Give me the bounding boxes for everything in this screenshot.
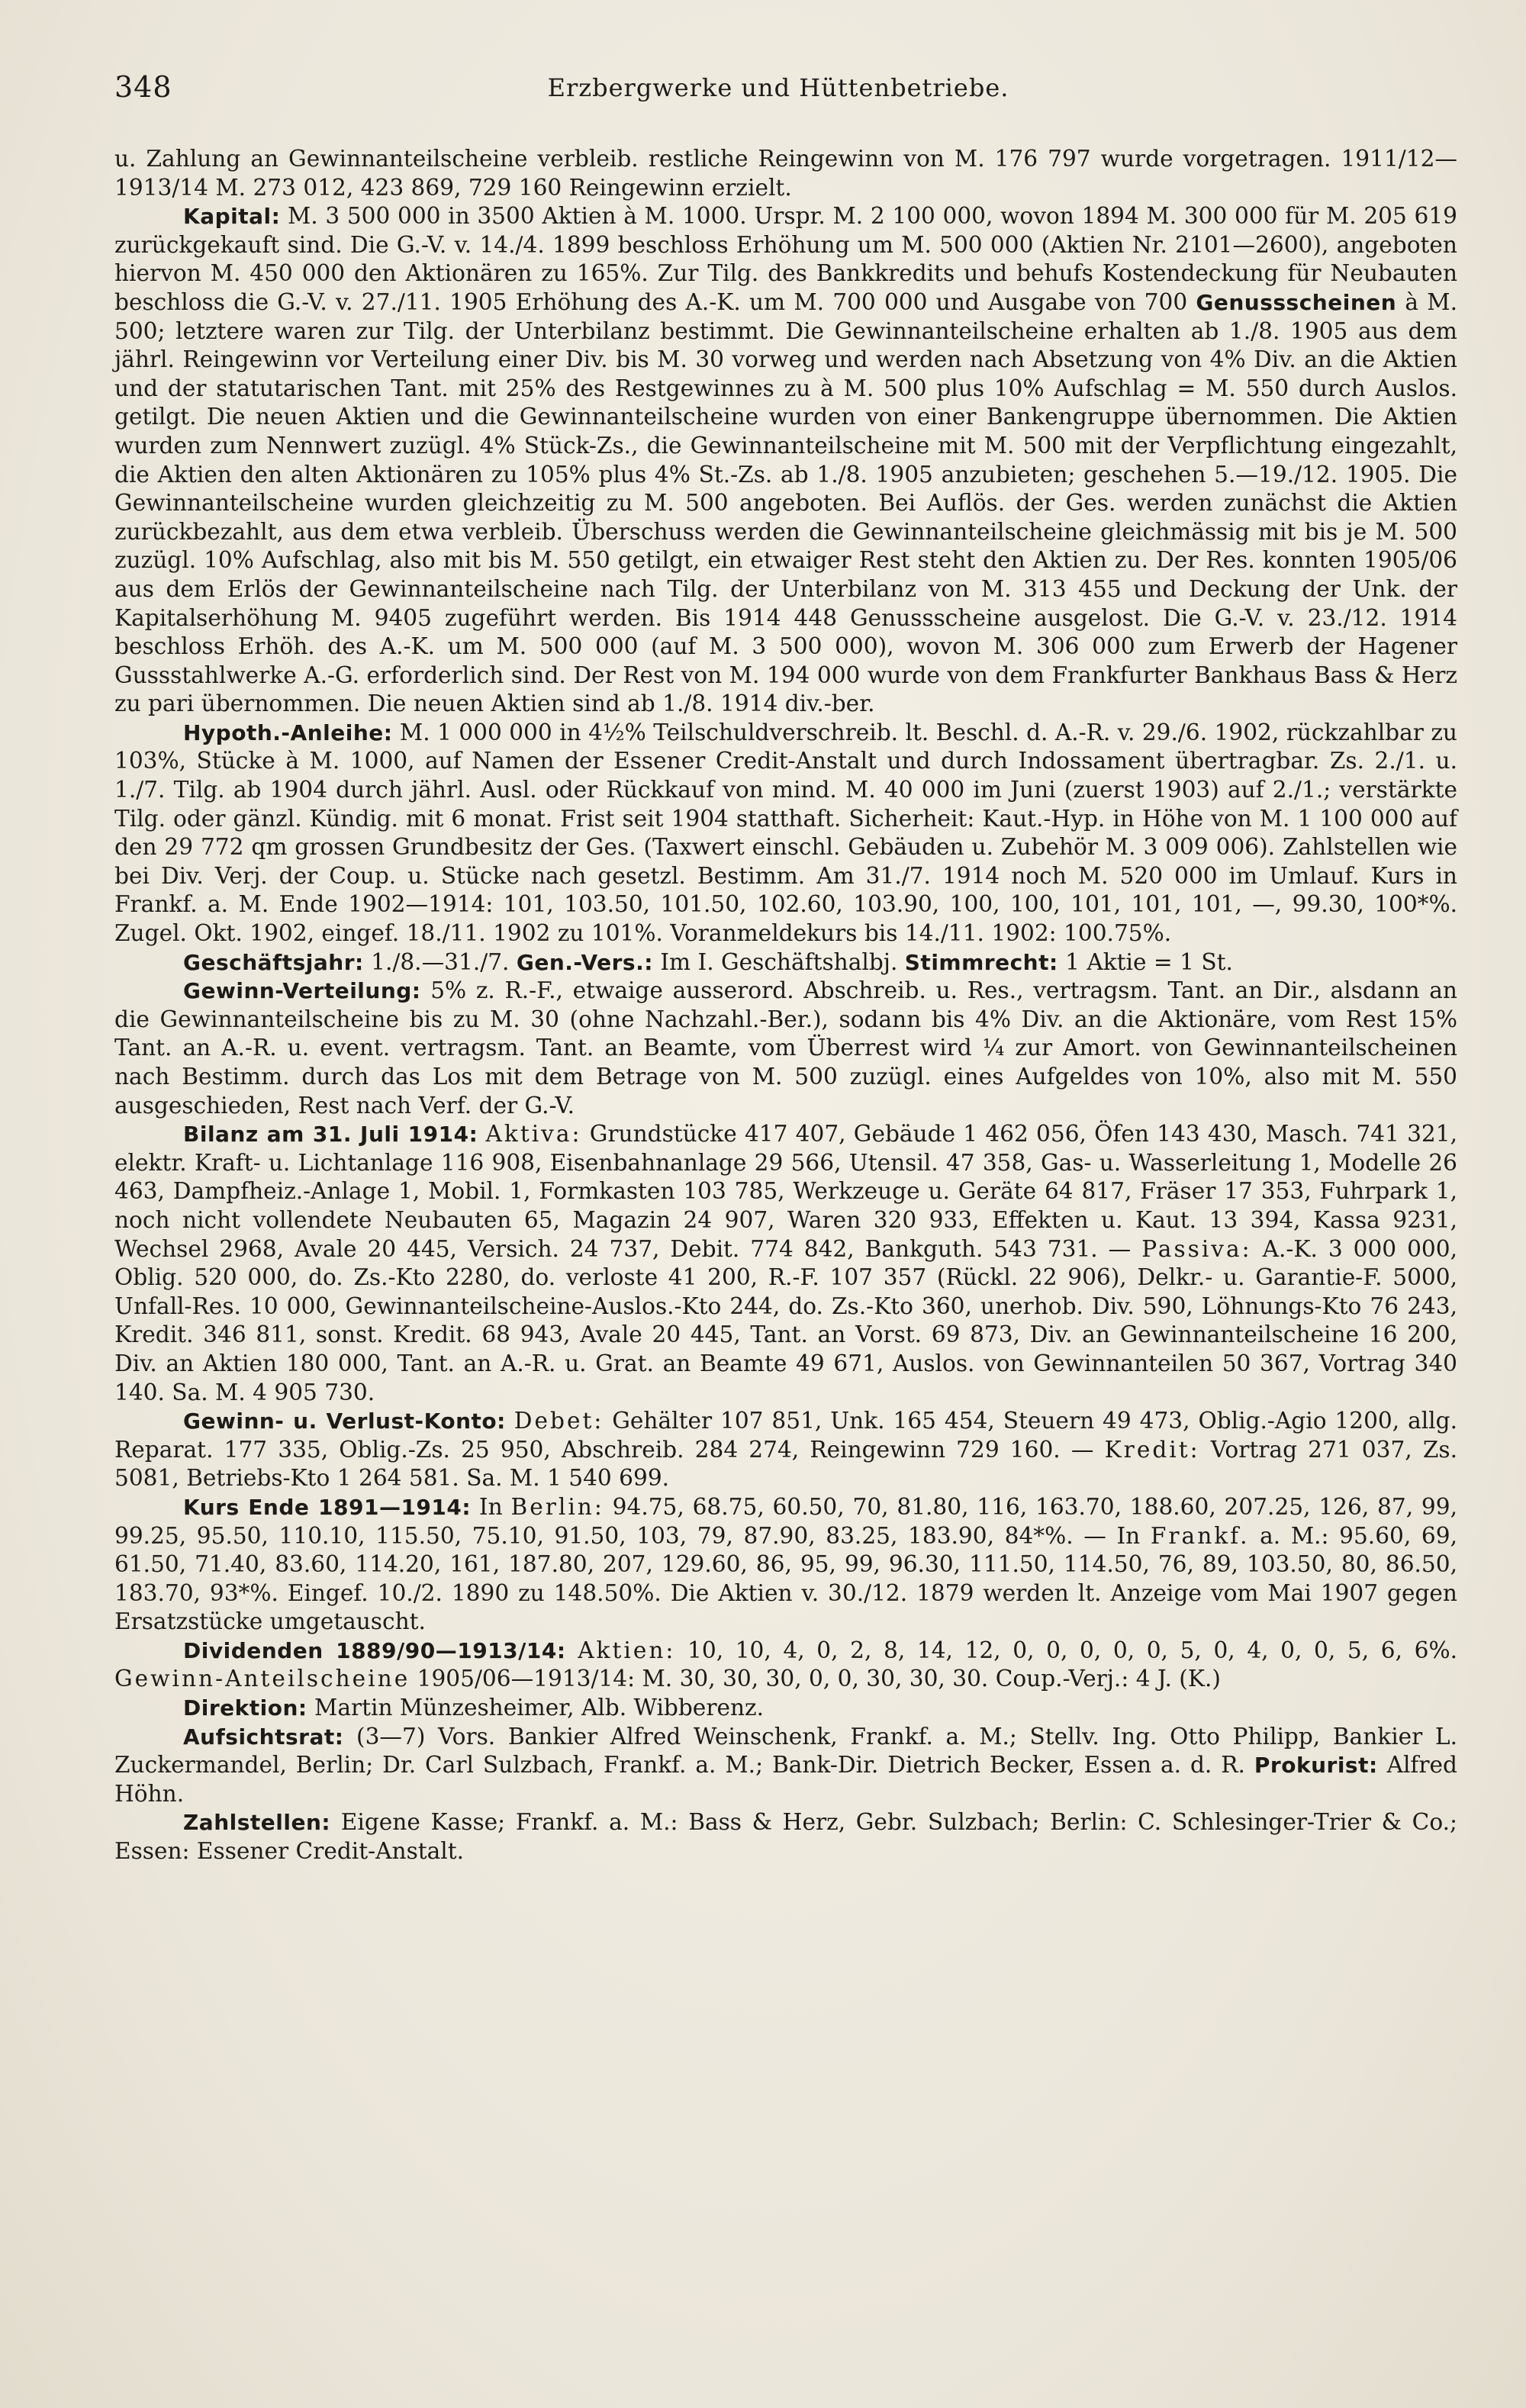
paragraph xyxy=(114,1493,1457,1637)
paragraph-text: 1./8.—31./7. xyxy=(363,948,517,975)
spaced-label: Kredit: xyxy=(1104,1436,1200,1463)
paragraph xyxy=(114,145,1457,202)
paragraph-text: Martin Münzesheimer, Alb. Wibberenz. xyxy=(307,1695,765,1721)
paragraph xyxy=(114,1407,1457,1493)
section-keyword: Prokurist: xyxy=(1254,1753,1378,1779)
paragraph-text: Grundstücke 417 407, Gebäude 1 462 056, Öfen 143 430, Masch. 741 321, elektr. Kraft- u. Lichtanlage 116 908, Eisenbahnanlage 29 566, Utensil. 47 358, Gas- u. Wasserleitung 1, Modelle 26 463, Dampfheiz.-Anlage 1, Mobil. 1, Formkasten 103 785, Werkzeuge u. Geräte 64 817, Fräser 17 353, Fuhrpark 1, noch nicht vollendete Neubauten 65, Magazin 24 907, Waren 320 933, Effekten u. Kaut. 13 394, Kassa 9231, Wechsel 2968, Avale 20 445, Versich. 24 737, Debit. 774 842, Bankguth. 543 731. — xyxy=(114,1121,1457,1262)
section-keyword: Aufsichtsrat: xyxy=(183,1724,344,1750)
paragraph-text: 94.75, 68.75, 60.50, 70, 81.80, 116, 163.70, 188.60, 207.25, 126, 87, 99, 99.25, 95.50, 110.10, 115.50, 75.10, 91.50, 103, 79, 87.90, 83.25, 183.90, 84*%. — In xyxy=(114,1493,1457,1549)
paragraph xyxy=(114,948,1457,977)
paragraph-text xyxy=(566,1637,578,1663)
section-keyword: Kapital: xyxy=(183,204,281,230)
paragraph-text: M. 3 500 000 in 3500 Aktien à M. 1000. Urspr. M. 2 100 000, wovon 1894 M. 300 000 für M. 205 619 zurückgekauft sind. Die G.-V. v. 14./4. 1899 beschloss Erhöhung um M. 500 000 (Aktien Nr. 2101—2600), angeboten hiervon M. 450 000 den Aktionären zu 165%. Zur Tilg. des Bankkredits und behufs Kostendeckung für Neubauten beschloss die G.-V. v. 27./11. 1905 Erhöhung des A.-K. um M. 700 000 und Ausgabe von 700 xyxy=(114,203,1457,315)
paragraph xyxy=(114,977,1457,1120)
paragraph-text: Vortrag 271 037, Zs. 5081, Betriebs-Kto 1 264 581. Sa. M. 1 540 699. xyxy=(114,1436,1457,1492)
paragraph-text: A.-K. 3 000 000, Oblig. 520 000, do. Zs.-Kto 2280, do. verloste 41 200, R.-F. 107 357 (Rückl. 22 906), Delkr.- u. Garantie-F. 5000, Unfall-Res. 10 000, Gewinnanteilscheine-Auslos.-Kto 244, do. Zs.-Kto 360, unerhob. Div. 590, Löhnungs-Kto 76 243, Kredit. 346 811, sonst. Kredit. 68 943, Avale 20 445, Tant. an Vorst. 69 873, Div. an Gewinnanteilscheine 16 200, Div. an Aktien 180 000, Tant. an A.-R. u. Grat. an Beamte 49 671, Auslos. von Gewinnanteilen 50 367, Vortrag 340 140. Sa. M. 4 905 730. xyxy=(114,1235,1457,1405)
section-keyword: Kurs Ende 1891—1914: xyxy=(183,1494,472,1520)
section-keyword: Stimmrecht: xyxy=(904,949,1058,975)
paragraph xyxy=(114,1694,1457,1723)
paragraph-text: Im I. Geschäftshalbj. xyxy=(652,948,905,975)
section-keyword: Dividenden 1889/90—1913/14: xyxy=(183,1637,566,1663)
section-keyword: Bilanz am 31. Juli 1914: xyxy=(183,1122,478,1148)
spaced-label: Gewinn-Anteilscheine xyxy=(114,1666,410,1692)
paragraph-text: In xyxy=(471,1493,511,1520)
document-body xyxy=(114,145,1457,1866)
paragraph-text: 1905/06—1913/14: M. 30, 30, 30, 0, 0, 30, 30, 30. Coup.-Verj.: 4 J. (K.) xyxy=(410,1666,1221,1692)
paragraph-text: (3—7) Vors. Bankier Alfred Weinschenk, Frankf. a. M.; Stellv. Ing. Otto Philipp, Bankier L. Zuckermandel, Berlin; Dr. Carl Sulzbach, Frankf. a. M.; Bank-Dir. Dietrich Becker, Essen a. d. R. xyxy=(114,1723,1457,1779)
section-keyword: Gewinn- u. Verlust-Konto: xyxy=(183,1408,506,1434)
paragraph xyxy=(114,202,1457,719)
page-header xyxy=(114,70,1442,116)
spaced-label: Aktiva: xyxy=(485,1121,582,1148)
spaced-label: Berlin: xyxy=(510,1493,604,1520)
paragraph-text: Eigene Kasse; Frankf. a. M.: Bass & Herz, Gebr. Sulzbach; Berlin: C. Schlesinger-Trier & Co.; Essen: Essener Credit-Anstalt. xyxy=(114,1809,1457,1865)
section-keyword: Hypoth.-Anleihe: xyxy=(183,720,393,745)
paragraph-text: u. Zahlung an Gewinnanteilscheine verbleib. restliche Reingewinn von M. 176 797 wurde vorgetragen. 1911/12—1913/14 M. 273 012, 423 869, 729 160 Reingewinn erzielt. xyxy=(114,146,1457,201)
paragraph-text: 1 Aktie = 1 St. xyxy=(1058,948,1233,975)
section-keyword: Geschäftsjahr: xyxy=(183,949,364,975)
paragraph-text: M. 1 000 000 in 4½% Teilschuldverschreib. lt. Beschl. d. A.-R. v. 29./6. 1902, rückzahlbar zu 103%, Stücke à M. 1000, auf Namen der Essener Credit-Anstalt und durch Indossament übertragbar. Zs. 2./1. u. 1./7. Tilg. ab 1904 durch jährl. Ausl. oder Rückkauf von mind. M. 40 000 im Juni (zuerst 1903) auf 2./1.; verstärkte Tilg. oder gänzl. Kündig. mit 6 monat. Frist seit 1904 statthaft. Sicherheit: Kaut.-Hyp. in Höhe von M. 1 100 000 auf den 29 772 qm grossen Grundbesitz der Ges. (Taxwert einschl. Gebäuden u. Zubehör M. 3 009 006). Zahlstellen wie bei Div. Verj. der Coup. u. Stücke nach gesetzl. Bestimm. Am 31./7. 1914 noch M. 520 000 im Umlauf. Kurs in Frankf. a. M. Ende 1902—1914: 101, 103.50, 101.50, 102.60, 103.90, 100, 100, 101, 101, 101, —, 99.30, 100*%. Zugel. Okt. 1902, eingef. 18./11. 1902 zu 101%. Voranmeldekurs bis 14./11. 1902: 100.75%. xyxy=(114,719,1457,947)
paragraph-text xyxy=(478,1121,485,1147)
paragraph xyxy=(114,1120,1457,1407)
paragraph-text: 5% z. R.-F., etwaige ausserord. Abschreib. u. Res., vertragsm. Tant. an Dir., alsdann an die Gewinnanteilscheine bis zu M. 30 (ohne Nachzahl.-Ber.), sodann bis 4% Div. an die Aktionäre, vom Rest 15% Tant. an A.-R. u. event. vertragsm. Tant. an Beamte, vom Überrest wird ¼ zur Amort. von Gewinnanteilscheinen nach Bestimm. durch das Los mit dem Betrage von M. 500 zuzügl. eines Aufgeldes von 10%, also mit M. 550 ausgeschieden, Rest nach Verf. der G.-V. xyxy=(114,977,1457,1119)
paragraph xyxy=(114,1808,1457,1866)
paragraph-text: Alfred Höhn. xyxy=(114,1752,1457,1807)
paragraph-text: Gehälter 107 851, Unk. 165 454, Steuern 49 473, Oblig.-Agio 1200, allg. Reparat. 177 335, Oblig.-Zs. 25 950, Abschreib. 284 274, Reingewinn 729 160. — xyxy=(114,1408,1457,1463)
section-keyword: Zahlstellen: xyxy=(183,1810,331,1836)
spaced-label: Debet: xyxy=(513,1408,604,1434)
paragraph-text: à M. 500; letztere waren zur Tilg. der Unterbilanz bestimmt. Die Gewinnanteilscheine erhalten ab 1./8. 1905 aus dem jährl. Reingewinn vor Verteilung einer Div. bis M. 30 vorweg und werden nach Absetzung von 4% Div. an die Aktien und der statutarischen Tant. mit 25% des Restgewinnes zu à M. 500 plus 10% Aufschlag = M. 550 durch Auslos. getilgt. Die neuen Aktien und die Gewinnanteilscheine wurden von einer Bankengruppe übernommen. Die Aktien wurden zum Nennwert zuzügl. 4% Stück-Zs., die Gewinnanteilscheine mit M. 500 mit der Verpflichtung eingezahlt, die Aktien den alten Aktionären zu 105% plus 4% St.-Zs. ab 1./8. 1905 anzubieten; geschehen 5.—19./12. 1905. Die Gewinnanteilscheine wurden gleichzeitig zu M. 500 angeboten. Bei Auflös. der Ges. werden zunächst die Aktien zurückbezahlt, aus dem etwa verbleib. Überschuss werden die Gewinnanteilscheine gleichmässig mit bis je M. 500 zuzügl. 10% Aufschlag, also mit bis M. 550 getilgt, ein etwaiger Rest steht den Aktien zu. Der Res. konnten 1905/06 aus dem Erlös der Gewinnanteilscheine nach Tilg. der Unterbilanz von M. 313 455 und Deckung der Unk. der Kapitalserhöhung M. 9405 zugeführt werden. Bis 1914 448 Genussscheine ausgelost. Die G.-V. v. 23./12. 1914 beschloss Erhöh. des A.-K. um M. 500 000 (auf M. 3 500 000), wovon M. 306 000 zum Erwerb der Hagener Gussstahlwerke A.-G. erforderlich sind. Der Rest von M. 194 000 wurde von dem Frankfurter Bankhaus Bass & Herz zu pari übernommen. Die neuen Aktien sind ab 1./8. 1914 div.-ber. xyxy=(114,288,1457,717)
section-keyword: Direktion: xyxy=(183,1695,307,1721)
paragraph xyxy=(114,719,1457,948)
section-keyword: Genussscheinen xyxy=(1196,289,1397,315)
section-keyword: Gen.-Vers.: xyxy=(516,949,653,975)
paragraph-text xyxy=(506,1408,514,1434)
spaced-label: Frankf. xyxy=(1150,1522,1250,1549)
spaced-label: Aktien: xyxy=(578,1637,676,1663)
running-title: Erzbergwerke und Hüttenbetriebe. xyxy=(547,73,1009,102)
spaced-label: Passiva: xyxy=(1141,1235,1252,1262)
paragraph xyxy=(114,1723,1457,1809)
paragraph-text: a. M.: 95.60, 69, 61.50, 71.40, 83.60, 114.20, 161, 187.80, 207, 129.60, 86, 95, 99, 96.30, 111.50, 114.50, 76, 89, 103.50, 80, 86.50, 183.70, 93*%. Eingef. 10./2. 1890 zu 148.50%. Die Aktien v. 30./12. 1879 werden lt. Anzeige vom Mai 1907 gegen Ersatzstücke umgetauscht. xyxy=(114,1522,1457,1635)
page-number: 348 xyxy=(114,70,172,104)
section-keyword: Gewinn-Verteilung: xyxy=(183,978,421,1004)
paragraph-text: 10, 10, 4, 0, 2, 8, 14, 12, 0, 0, 0, 0, 0, 5, 0, 4, 0, 0, 5, 6, 6%. xyxy=(675,1637,1457,1663)
paragraph xyxy=(114,1637,1457,1694)
